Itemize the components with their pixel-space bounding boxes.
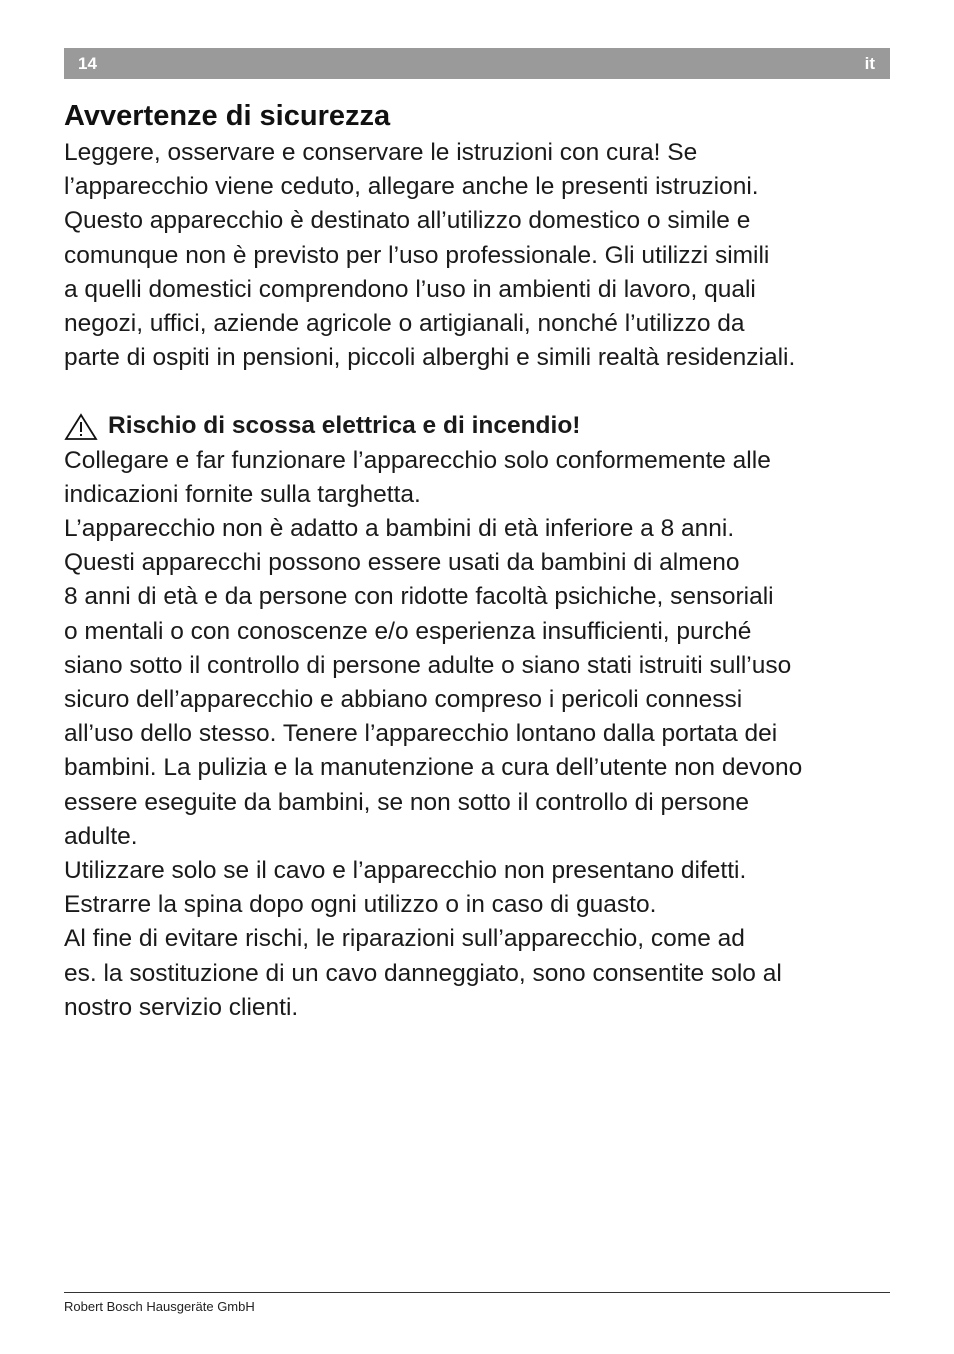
main-content: [64, 96, 894, 1025]
section-title: Avvertenze di sicurezza: [64, 100, 391, 132]
footer-company: Robert Bosch Hausgeräte GmbH: [64, 1299, 255, 1314]
footer-divider: [64, 1292, 890, 1293]
language-code: it: [864, 53, 875, 73]
intro-paragraph: Leggere, osservare e conservare le istruzioni con cura! Se l’apparecchio viene ceduto, allegare anche le presenti istruzioni. Questo apparecchio è destinato all’utilizzo domestico o simile e comunque non è previsto per l’uso professionale. Gli utilizzi simili a quelli domestici comprendono l’uso in ambienti di lavoro, quali negozi, uffici, aziende agricole o artigianali, nonché l’utilizzo da parte di ospiti in pensioni, piccoli alberghi e simili realtà residenziali.: [64, 139, 796, 372]
warning-heading-row: [64, 409, 894, 443]
page-header-bar: [64, 48, 890, 79]
warning-heading-text: Rischio di scossa elettrica e di incendio!: [108, 412, 581, 440]
warning-triangle-icon: [64, 413, 98, 441]
page-number: 14: [78, 53, 97, 73]
warning-body: Collegare e far funzionare l’apparecchio solo conformemente alle indicazioni fornite sulla targhetta. L’apparecchio non è adatto a bambini di età inferiore a 8 anni. Questi apparecchi possono essere usati da bambini di almeno 8 anni di età e da persone con ridotte facoltà psichiche, sensoriali o mentali o con conoscenze e/o esperienza insufficienti, purché siano sotto il controllo di persone adulte o siano stati istruiti sull’uso sicuro dell’apparecchio e abbiano compreso i pericoli connessi all’uso dello stesso. Tenere l’apparecchio lontano dalla portata dei bambini. La pulizia e la manutenzione a cura dell’utente non devono essere eseguite da bambini, se non sotto il controllo di persone adulte. Utilizzare solo se il cavo e l’apparecchio non presentano difetti. Estrarre la spina dopo ogni utilizzo o in caso di guasto. Al fine di evitare rischi, le riparazioni sull’apparecchio, come ad es. la sostituzione di un cavo danneggiato, sono consentite solo al nostro servizio clienti.: [64, 446, 803, 1021]
